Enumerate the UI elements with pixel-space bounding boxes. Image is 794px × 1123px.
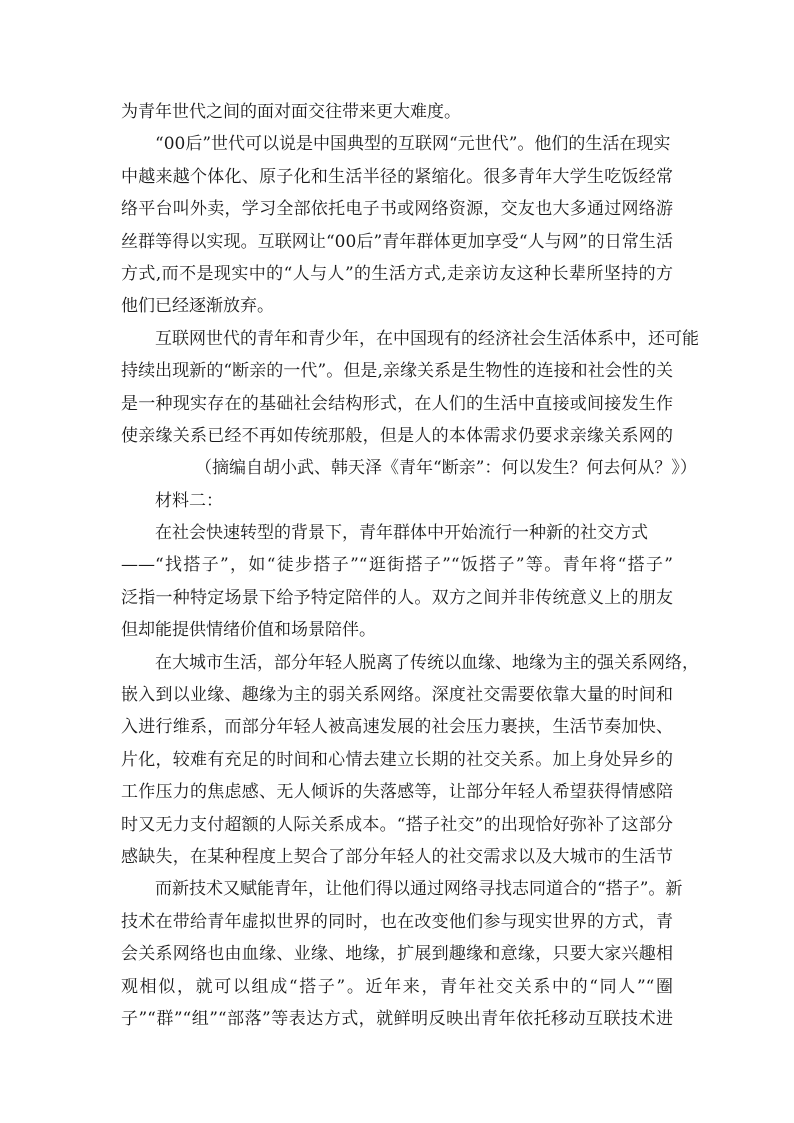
text-line: ——“找搭子”，如“徒步搭子”“逛街搭子”“饭搭子”等。青年将“搭子” (121, 555, 673, 576)
paragraph-start-line: 在社会快速转型的背景下，青年群体中开始流行一种新的社交方式 (155, 523, 648, 544)
paragraph-start-line: 而新技术又赋能青年，让他们得以通过网络寻找志同道合的“搭子”。新 (155, 879, 683, 900)
text-line: 工作压力的焦虑感、无人倾诉的失落感等，让部分年轻人希望获得情感陪 (121, 782, 673, 803)
text-line: 片化，较难有充足的时间和心情去建立长期的社交关系。加上身处异乡的 (121, 749, 673, 770)
text-line: 中越来越个体化、原子化和生活半径的紧缩化。很多青年大学生吃饭经常 (121, 166, 673, 187)
text-line: 方式,而不是现实中的“人与人”的生活方式,走亲访友这种长辈所坚持的方 (121, 263, 673, 284)
text-line: 嵌入到以业缘、趣缘为主的弱关系网络。深度社交需要依靠大量的时间和 (121, 685, 673, 706)
text-line: 他们已经逐渐放弃。 (121, 296, 274, 317)
text-line: 时又无力支付超额的人际关系成本。“搭子社交”的出现恰好弥补了这部分 (121, 814, 673, 835)
text-line: 技术在带给青年虚拟世界的同时，也在改变他们参与现实世界的方式，青 (121, 911, 673, 932)
paragraph-start-line: “00后”世代可以说是中国典型的互联网“元世代”。他们的生活在现实 (155, 134, 671, 155)
text-line: 但却能提供情绪价值和场景陪伴。 (121, 620, 376, 641)
text-line: 感缺失，在某种程度上契合了部分年轻人的社交需求以及大城市的生活节 (121, 846, 673, 867)
text-line: 使亲缘关系已经不再如传统那般，但是人的本体需求仍要求亲缘关系网的 (121, 425, 673, 446)
text-line: 为青年世代之间的面对面交往带来更大难度。 (121, 102, 461, 122)
text-line: 持续出现新的“断亲的一代”。但是,亲缘关系是生物性的连接和社会性的关 (121, 361, 673, 382)
text-line: 入进行维系，而部分年轻人被高速发展的社会压力裹挟，生活节奏加快、 (121, 717, 673, 738)
text-line: 络平台叫外卖，学习全部依托电子书或网络资源，交友也大多通过网络游 (121, 199, 673, 220)
document-page (121, 98, 699, 1037)
section-heading: 材料二： (155, 490, 223, 511)
text-line: 泛指一种特定场景下给予特定陪伴的人。双方之间并非传统意义上的朋友 (121, 587, 673, 608)
paragraph-start-line: 互联网世代的青年和青少年，在中国现有的经济社会生活体系中，还可能 (155, 328, 699, 349)
source-citation: （摘编自胡小武、韩天泽《青年“断亲”：何以发生？何去何从？》） (195, 458, 697, 479)
text-line: 子”“群”“组”“部落”等表达方式，就鲜明反映出青年依托移动互联技术进 (121, 1008, 673, 1029)
text-line: 丝群等得以实现。互联网让“00后”青年群体更加享受“人与网”的日常生活 (121, 231, 673, 252)
text-line: 会关系网络也由血缘、业缘、地缘，扩展到趣缘和意缘，只要大家兴趣相 (121, 944, 673, 965)
text-line: 观相似，就可以组成“搭子”。近年来，青年社交关系中的“同人”“圈 (121, 976, 673, 997)
paragraph-start-line: 在大城市生活，部分年轻人脱离了传统以血缘、地缘为主的强关系网络， (155, 652, 699, 673)
text-line: 是一种现实存在的基础社会结构形式，在人们的生活中直接或间接发生作 (121, 393, 673, 414)
